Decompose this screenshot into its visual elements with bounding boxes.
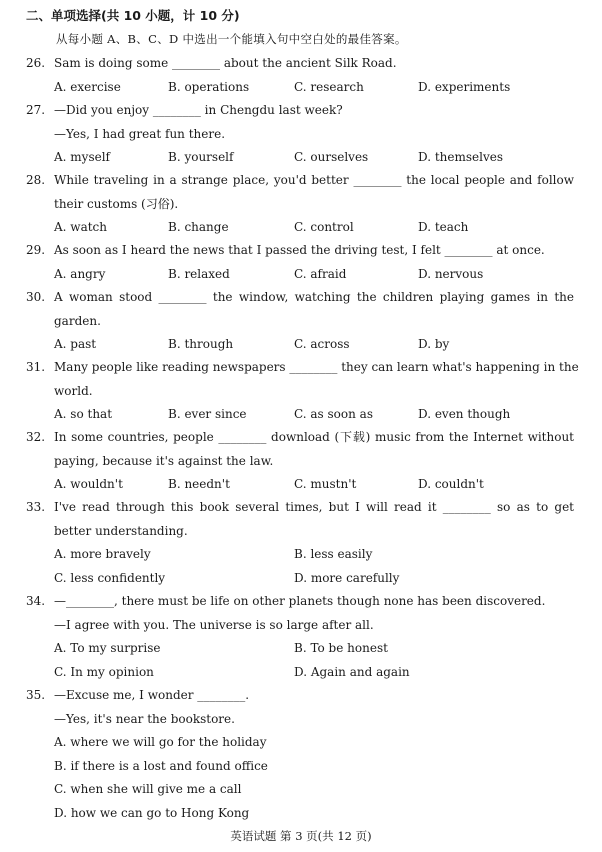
- answer-option-d[interactable]: D. couldn't: [418, 477, 484, 491]
- question-number: 35.: [26, 688, 46, 702]
- question-stem-line: better understanding.: [54, 523, 188, 538]
- question-stem-line: Sam is doing some ________ about the ancient Silk Road.: [54, 56, 397, 70]
- answer-option-a[interactable]: A. where we will go for the holiday: [54, 735, 267, 749]
- answer-option-c[interactable]: C. mustn't: [294, 477, 357, 491]
- answer-option-c[interactable]: C. as soon as: [294, 407, 373, 421]
- question-stem-line: —Yes, I had great fun there.: [54, 126, 226, 141]
- question-number: 31.: [26, 360, 46, 374]
- answer-option-d[interactable]: D. teach: [418, 220, 469, 234]
- answer-option-a[interactable]: A. exercise: [54, 79, 121, 94]
- question-number: 32.: [26, 430, 46, 444]
- answer-option-d[interactable]: D. experiments: [418, 79, 511, 94]
- question-stem-line: A woman stood ________ the window, watching the children playing games in the: [54, 290, 574, 304]
- question-stem-line: garden.: [54, 313, 101, 328]
- answer-option-a[interactable]: A. more bravely: [54, 547, 151, 561]
- answer-option-c[interactable]: C. less confidently: [54, 570, 166, 585]
- answer-option-b[interactable]: B. if there is a lost and found office: [54, 758, 268, 773]
- question-stem-line: I've read through this book several times, but I will read it ________ so as to get: [54, 500, 574, 514]
- answer-option-a[interactable]: A. angry: [54, 266, 106, 281]
- question-stem-line: —Did you enjoy ________ in Chengdu last week?: [54, 103, 343, 117]
- answer-option-c[interactable]: C. across: [294, 337, 350, 351]
- answer-option-c[interactable]: C. when she will give me a call: [54, 782, 242, 796]
- answer-option-b[interactable]: B. through: [168, 337, 234, 351]
- answer-option-a[interactable]: A. To my surprise: [54, 641, 161, 655]
- question-stem-line: —Excuse me, I wonder ________.: [54, 688, 250, 702]
- answer-option-b[interactable]: B. relaxed: [168, 266, 230, 281]
- answer-option-d[interactable]: D. how we can go to Hong Kong: [54, 805, 250, 820]
- answer-option-c[interactable]: C. afraid: [294, 266, 347, 281]
- section-instruction: 从每小题 A、B、C、D 中选出一个能填入句中空白处的最佳答案。: [56, 32, 407, 46]
- answer-option-a[interactable]: A. wouldn't: [54, 477, 123, 491]
- answer-option-c[interactable]: C. research: [294, 79, 364, 94]
- question-number: 30.: [26, 290, 46, 304]
- answer-option-d[interactable]: D. Again and again: [294, 664, 410, 679]
- answer-option-d[interactable]: D. themselves: [418, 150, 503, 164]
- answer-option-b[interactable]: B. less easily: [294, 547, 373, 561]
- question-stem-line: their customs (习俗).: [54, 196, 179, 211]
- answer-option-d[interactable]: D. more carefully: [294, 570, 400, 585]
- answer-option-a[interactable]: A. so that: [54, 407, 113, 421]
- section-title: 二、单项选择(共 10 小题，计 10 分): [26, 8, 240, 23]
- question-stem-line: —________, there must be life on other planets though none has been discovered.: [54, 594, 546, 608]
- answer-option-c[interactable]: C. In my opinion: [54, 664, 154, 679]
- answer-option-d[interactable]: D. even though: [418, 407, 511, 421]
- answer-option-a[interactable]: A. past: [54, 337, 97, 351]
- answer-option-d[interactable]: D. by: [418, 337, 450, 351]
- answer-option-b[interactable]: B. change: [168, 220, 229, 234]
- answer-option-a[interactable]: A. watch: [54, 220, 107, 234]
- question-number: 28.: [26, 173, 46, 187]
- answer-option-b[interactable]: B. operations: [168, 79, 250, 94]
- answer-option-b[interactable]: B. yourself: [168, 150, 234, 164]
- answer-option-b[interactable]: B. ever since: [168, 407, 247, 421]
- answer-option-c[interactable]: C. ourselves: [294, 150, 369, 164]
- answer-option-a[interactable]: A. myself: [54, 150, 110, 164]
- question-number: 27.: [26, 103, 46, 117]
- question-stem-line: Many people like reading newspapers ________ they can learn what's happening in the: [54, 360, 579, 374]
- question-stem-line: —Yes, it's near the bookstore.: [54, 711, 235, 726]
- question-stem-line: world.: [54, 383, 93, 398]
- question-stem-line: —I agree with you. The universe is so large after all.: [54, 617, 374, 632]
- answer-option-d[interactable]: D. nervous: [418, 266, 484, 281]
- question-number: 26.: [26, 56, 46, 70]
- question-stem-line: While traveling in a strange place, you'd better ________ the local people and follow: [54, 173, 574, 187]
- question-number: 29.: [26, 243, 46, 257]
- answer-option-c[interactable]: C. control: [294, 220, 354, 234]
- question-stem-line: paying, because it's against the law.: [54, 453, 274, 468]
- answer-option-b[interactable]: B. needn't: [168, 477, 230, 491]
- question-number: 34.: [26, 594, 46, 608]
- answer-option-b[interactable]: B. To be honest: [294, 641, 388, 655]
- page-footer: 英语试题 第 3 页(共 12 页): [230, 829, 372, 843]
- question-stem-line: As soon as I heard the news that I passed the driving test, I felt ________ at once.: [54, 243, 545, 257]
- question-stem-line: In some countries, people ________ download (下载) music from the Internet without: [54, 430, 574, 444]
- question-number: 33.: [26, 500, 46, 514]
